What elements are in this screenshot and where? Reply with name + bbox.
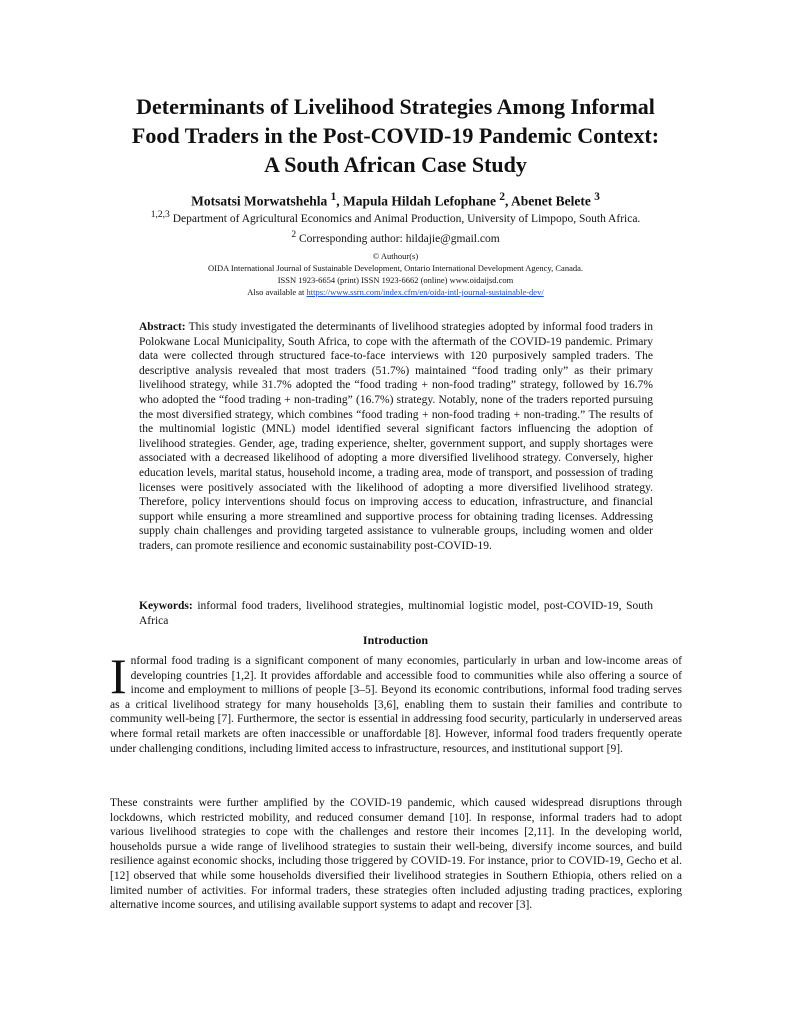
drop-cap: I bbox=[110, 648, 127, 704]
title-line-3: A South African Case Study bbox=[264, 152, 527, 177]
affiliation-text: Department of Agricultural Economics and Animal Production, University of Limpopo, South Africa. bbox=[172, 212, 641, 225]
issn-line: ISSN 1923-6654 (print) ISSN 1923-6662 (online) www.oidaijsd.com bbox=[277, 275, 514, 285]
author-name: Motsatsi Morwatshehla bbox=[191, 193, 328, 209]
paper-title bbox=[95, 92, 696, 179]
abstract-text: This study investigated the determinants of livelihood strategies adopted by informal food traders in Polokwane Local Municipality, South Africa, to cope with the aftermath of the COVID-19 pandemic. Primary data were collected through structured face-to-face interviews with 120 purposively sampled traders. The descriptive analysis revealed that most traders (51.7%) maintained “food trading only” as their primary livelihood strategy, while 31.7% adopted the “food trading + non-food trading” strategy, followed by 16.7% who adopted the “food trading + non-trading” (16.7%) strategy. Notably, none of the traders reported pursuing the most diversified strategy, which combines “food trading + non-food trading + non-trading.” The results of the multinomial logistic (MNL) model identified several significant factors influencing the adoption of livelihood strategies. Gender, age, trading experience, shelter, government support, and supply shortages were associated with a decreased likelihood of adopting a more diversified livelihood strategy. Conversely, higher education levels, marital status, household income, a trading area, mode of transport, and possession of trading licenses were positively associated with the likelihood of adopting a more diversified livelihood strategy. Therefore, policy interventions should focus on improving access to education, infrastructure, and financial support while ensuring a more streamlined and supportive process for obtaining trading licenses. Addressing supply chain challenges and providing targeted assistance to vulnerable groups, including women and older traders, can promote resilience and economic sustainability post-COVID-19. bbox=[139, 321, 654, 552]
paragraph-text: nformal food trading is a significant component of many economies, particularly in urban and low-income areas of developing countries [1,2]. It provides affordable and accessible food to communities while also offering a source of income and employment to millions of people [3–5]. Beyond its economic contributions, informal food trading serves as a critical livelihood strategy for many households [3,6], enabling them to sustain their families and contribute to community well-being [7]. Furthermore, the sector is essential in addressing food security, particularly in underserved areas where formal retail markets are often inaccessible or unaffordable [8]. However, informal food traders frequently operate under challenging conditions, including limited access to infrastructure, resources, and institutional support [9]. bbox=[110, 655, 682, 755]
introduction-heading: Introduction bbox=[362, 633, 429, 647]
title-line-2: Food Traders in the Post-COVID-19 Pandemic Context: bbox=[131, 123, 660, 148]
author-name: Abenet Belete bbox=[511, 193, 591, 209]
author-name: Mapula Hildah Lefophane bbox=[342, 193, 497, 209]
keywords-label: Keywords: bbox=[139, 600, 193, 612]
journal-info bbox=[60, 250, 731, 298]
introduction-paragraph-1 bbox=[110, 648, 682, 756]
keywords bbox=[139, 599, 653, 628]
availability-prefix: Also available at bbox=[247, 287, 305, 297]
ssrn-link[interactable]: https://www.ssrn.com/index.cfm/en/oida-intl-journal-sustainable-dev/ bbox=[306, 287, 544, 297]
corresponding-author-line bbox=[60, 227, 731, 247]
copyright-line: © Authour(s) bbox=[372, 251, 419, 261]
title-line-1: Determinants of Livelihood Strategies Among Informal bbox=[136, 94, 655, 119]
author-list: Motsatsi Morwatshehla $^1$, Mapula Hildah Lefophane $^2$, Abenet Belete $^3$ bbox=[191, 191, 600, 209]
keywords-text: informal food traders, livelihood strategies, multinomial logistic model, post-COVID-19, South Africa bbox=[139, 600, 653, 627]
affiliation-line bbox=[60, 207, 731, 227]
corresponding-author: Corresponding author: hildajie@gmail.com bbox=[299, 232, 500, 245]
availability-line bbox=[60, 286, 731, 298]
author-affil-sup: 3 bbox=[594, 191, 600, 203]
author-affil-sup: 1 bbox=[330, 191, 337, 203]
abstract bbox=[139, 320, 653, 554]
affiliations bbox=[60, 207, 731, 247]
affiliation-sup: 1,2,3 bbox=[150, 209, 170, 220]
introduction-paragraph-2: These constraints were further amplified by the COVID-19 pandemic, which caused widespread disruptions through lockdowns, which restricted mobility, and reduced consumer demand [10]. In response, informal traders had to adopt various livelihood strategies to cope with the challenges and restore their incomes [2,11]. In the developing world, households pursue a wide range of livelihood strategies to sustain their well-being, diversify income sources, and build resilience against economic shocks, including those triggered by COVID-19. For instance, prior to COVID-19, Gecho et al. [12] observed that while some households diversified their livelihood strategies in Southern Ethiopia, others relied on a limited number of activities. For informal traders, these strategies often included adjusting trading practices, exploring alternative income sources, and utilising available support systems to adapt and recover [3]. bbox=[110, 797, 682, 912]
journal-name: OIDA International Journal of Sustainable Development, Ontario International Development Agency, Canada. bbox=[208, 263, 583, 273]
author-affil-sup: 2 bbox=[499, 191, 506, 203]
corresponding-sup: 2 bbox=[291, 228, 297, 240]
abstract-label: Abstract: bbox=[139, 321, 186, 333]
